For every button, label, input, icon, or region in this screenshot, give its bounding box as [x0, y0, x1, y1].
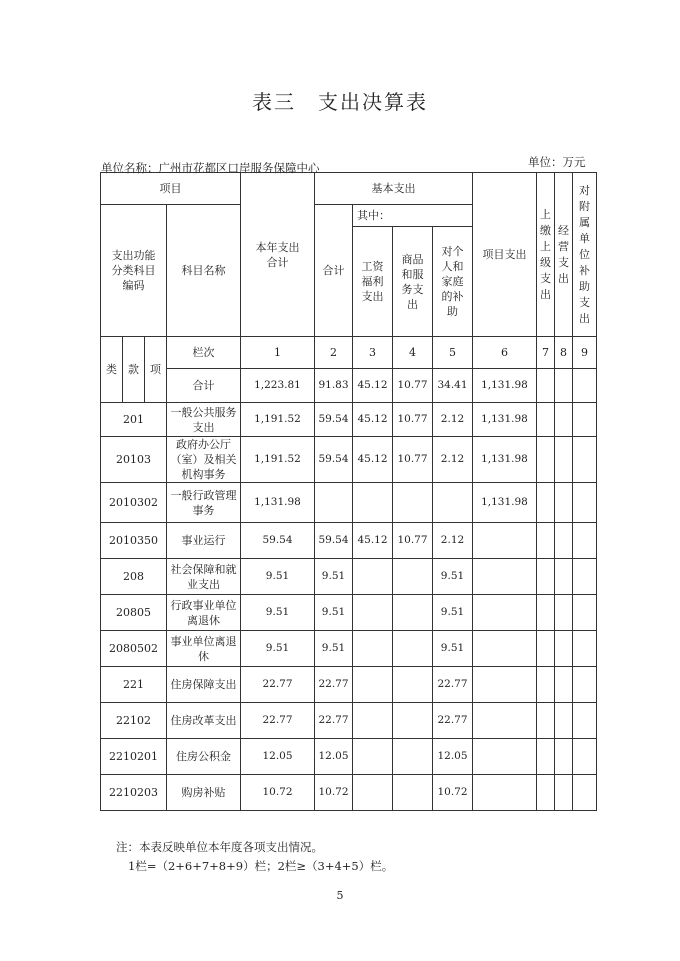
- cell-value: [573, 775, 597, 811]
- row-code: 201: [101, 403, 167, 437]
- cell-value: [555, 559, 573, 595]
- header-heji: 合计: [315, 205, 353, 337]
- cell-value: [473, 595, 537, 631]
- cell-value: [573, 403, 597, 437]
- cell-value: 91.83: [315, 369, 353, 403]
- total-label: 合计: [167, 369, 241, 403]
- cell-value: 34.41: [433, 369, 473, 403]
- cell-value: [537, 369, 555, 403]
- cell-value: 1,131.98: [473, 483, 537, 523]
- cell-value: [555, 631, 573, 667]
- cell-value: [393, 739, 433, 775]
- row-code: 2010350: [101, 523, 167, 559]
- cell-value: [473, 631, 537, 667]
- cell-value: 10.72: [433, 775, 473, 811]
- row-subject-name: 社会保障和就业支出: [167, 559, 241, 595]
- header-lei: 类: [101, 337, 123, 403]
- cell-value: 9.51: [315, 631, 353, 667]
- row-subject-name: 政府办公厅（室）及相关机构事务: [167, 437, 241, 483]
- table-row: [101, 631, 597, 667]
- cell-value: [573, 739, 597, 775]
- cell-value: [393, 703, 433, 739]
- cell-value: [555, 403, 573, 437]
- cell-value: 9.51: [241, 595, 315, 631]
- cell-value: 9.51: [241, 631, 315, 667]
- cell-value: [473, 523, 537, 559]
- table-row: [101, 703, 597, 739]
- cell-value: [537, 703, 555, 739]
- cell-value: [537, 775, 555, 811]
- cell-value: 45.12: [353, 523, 393, 559]
- cell-value: [473, 559, 537, 595]
- col-number: 1: [241, 337, 315, 369]
- cell-value: [473, 739, 537, 775]
- table-row: [101, 437, 597, 483]
- note-line: 1栏=（2+6+7+8+9）栏；2栏≥（3+4+5）栏。: [128, 859, 394, 873]
- cell-value: [537, 739, 555, 775]
- row-code: 208: [101, 559, 167, 595]
- header-basic: 基本支出: [315, 173, 473, 205]
- cell-value: 9.51: [433, 559, 473, 595]
- cell-value: 2.12: [433, 523, 473, 559]
- cell-value: [555, 483, 573, 523]
- row-subject-name: 事业单位离退休: [167, 631, 241, 667]
- cell-value: [555, 595, 573, 631]
- cell-value: [537, 403, 555, 437]
- header-personal: 对个人和家庭的补助: [433, 227, 473, 337]
- header-among: 其中：: [353, 205, 473, 227]
- col-number: 6: [473, 337, 537, 369]
- cell-value: [573, 667, 597, 703]
- row-subject-name: 事业运行: [167, 523, 241, 559]
- cell-value: [353, 595, 393, 631]
- cell-value: [473, 667, 537, 703]
- table-row: [101, 595, 597, 631]
- cell-value: [393, 775, 433, 811]
- cell-value: 9.51: [433, 631, 473, 667]
- cell-value: 22.77: [241, 703, 315, 739]
- table-row: [101, 559, 597, 595]
- cell-value: 1,223.81: [241, 369, 315, 403]
- cell-value: [573, 483, 597, 523]
- cell-value: [353, 775, 393, 811]
- cell-value: 2.12: [433, 403, 473, 437]
- header-xiang: 项: [145, 337, 167, 403]
- cell-value: 45.12: [353, 437, 393, 483]
- cell-value: [555, 739, 573, 775]
- cell-value: [393, 667, 433, 703]
- table-row: [101, 739, 597, 775]
- cell-value: 9.51: [241, 559, 315, 595]
- cell-value: [353, 631, 393, 667]
- cell-value: 10.77: [393, 403, 433, 437]
- cell-value: 22.77: [241, 667, 315, 703]
- cell-value: [393, 595, 433, 631]
- cell-value: 9.51: [315, 559, 353, 595]
- header-subject-name: 科目名称: [167, 205, 241, 337]
- cell-value: 22.77: [433, 667, 473, 703]
- cell-value: [573, 369, 597, 403]
- cell-value: [353, 739, 393, 775]
- cell-value: 2.12: [433, 437, 473, 483]
- unit-name: 单位名称：广州市花都区口岸服务保障中心: [101, 161, 320, 175]
- cell-value: [573, 523, 597, 559]
- row-code: 2210201: [101, 739, 167, 775]
- header-func-code: 支出功能分类科目编码: [101, 205, 167, 337]
- notes: [116, 838, 393, 876]
- row-code: 22102: [101, 703, 167, 739]
- cell-value: [353, 559, 393, 595]
- cell-value: 9.51: [315, 595, 353, 631]
- cell-value: [393, 483, 433, 523]
- cell-value: 59.54: [315, 437, 353, 483]
- cell-value: [353, 667, 393, 703]
- cell-value: 12.05: [241, 739, 315, 775]
- cell-value: 12.05: [315, 739, 353, 775]
- expenditure-table: [100, 172, 597, 811]
- cell-value: 12.05: [433, 739, 473, 775]
- cell-value: [537, 559, 555, 595]
- cell-value: [353, 483, 393, 523]
- table-row: [101, 403, 597, 437]
- cell-value: [573, 703, 597, 739]
- cell-value: [393, 559, 433, 595]
- note-line: 注：本表反映单位本年度各项支出情况。: [116, 840, 323, 854]
- header-lanci: 栏次: [167, 337, 241, 369]
- row-code: 20103: [101, 437, 167, 483]
- cell-value: [353, 703, 393, 739]
- table-row: [101, 523, 597, 559]
- cell-value: [537, 437, 555, 483]
- header-project: 项目支出: [473, 173, 537, 337]
- row-subject-name: 一般行政管理事务: [167, 483, 241, 523]
- cell-value: 1,131.98: [241, 483, 315, 523]
- header-total: 本年支出合计: [241, 173, 315, 337]
- row-code: 221: [101, 667, 167, 703]
- cell-value: 10.77: [393, 523, 433, 559]
- col-number: 2: [315, 337, 353, 369]
- row-code: 20805: [101, 595, 167, 631]
- cell-value: [537, 631, 555, 667]
- cell-value: [555, 437, 573, 483]
- cell-value: 59.54: [315, 523, 353, 559]
- cell-value: 1,191.52: [241, 437, 315, 483]
- cell-value: [537, 523, 555, 559]
- cell-value: [555, 523, 573, 559]
- row-subject-name: 购房补贴: [167, 775, 241, 811]
- cell-value: [573, 631, 597, 667]
- page-number: 5: [336, 889, 344, 902]
- cell-value: 10.72: [315, 775, 353, 811]
- cell-value: 10.77: [393, 437, 433, 483]
- row-code: 2010302: [101, 483, 167, 523]
- cell-value: 45.12: [353, 403, 393, 437]
- col-number: 7: [537, 337, 555, 369]
- header-business: 经营支出: [555, 173, 573, 337]
- cell-value: [573, 559, 597, 595]
- cell-value: 1,131.98: [473, 403, 537, 437]
- page-title: 表三 支出决算表: [252, 90, 428, 114]
- cell-value: [573, 437, 597, 483]
- header-wage: 工资福利支出: [353, 227, 393, 337]
- cell-value: [393, 631, 433, 667]
- row-subject-name: 一般公共服务支出: [167, 403, 241, 437]
- cell-value: [573, 595, 597, 631]
- col-number: 5: [433, 337, 473, 369]
- row-subject-name: 住房公积金: [167, 739, 241, 775]
- cell-value: 45.12: [353, 369, 393, 403]
- cell-value: [537, 595, 555, 631]
- col-number: 3: [353, 337, 393, 369]
- cell-value: [473, 703, 537, 739]
- header-goods: 商品和服务支出: [393, 227, 433, 337]
- col-number: 9: [573, 337, 597, 369]
- row-subject-name: 住房保障支出: [167, 667, 241, 703]
- cell-value: 10.77: [393, 369, 433, 403]
- cell-value: 22.77: [315, 667, 353, 703]
- table-row: [101, 667, 597, 703]
- total-row: [101, 369, 597, 403]
- row-subject-name: 行政事业单位离退休: [167, 595, 241, 631]
- header-item: 项目: [101, 173, 241, 205]
- cell-value: 1,131.98: [473, 437, 537, 483]
- cell-value: [433, 483, 473, 523]
- cell-value: [473, 775, 537, 811]
- unit-label: 单位：万元: [528, 155, 586, 169]
- cell-value: [555, 667, 573, 703]
- cell-value: [315, 483, 353, 523]
- header-kuan: 款: [123, 337, 145, 403]
- cell-value: 10.72: [241, 775, 315, 811]
- cell-value: [555, 703, 573, 739]
- cell-value: [537, 483, 555, 523]
- cell-value: 22.77: [315, 703, 353, 739]
- col-number: 8: [555, 337, 573, 369]
- table-row: [101, 775, 597, 811]
- row-code: 2210203: [101, 775, 167, 811]
- header-upper: 上缴上级支出: [537, 173, 555, 337]
- cell-value: 59.54: [315, 403, 353, 437]
- cell-value: 1,191.52: [241, 403, 315, 437]
- row-code: 2080502: [101, 631, 167, 667]
- cell-value: 59.54: [241, 523, 315, 559]
- cell-value: 22.77: [433, 703, 473, 739]
- row-subject-name: 住房改革支出: [167, 703, 241, 739]
- cell-value: [555, 369, 573, 403]
- cell-value: [555, 775, 573, 811]
- cell-value: 9.51: [433, 595, 473, 631]
- header-subsidy: 对附属单位补助支出: [573, 173, 597, 337]
- cell-value: 1,131.98: [473, 369, 537, 403]
- cell-value: [537, 667, 555, 703]
- col-number: 4: [393, 337, 433, 369]
- table-row: [101, 483, 597, 523]
